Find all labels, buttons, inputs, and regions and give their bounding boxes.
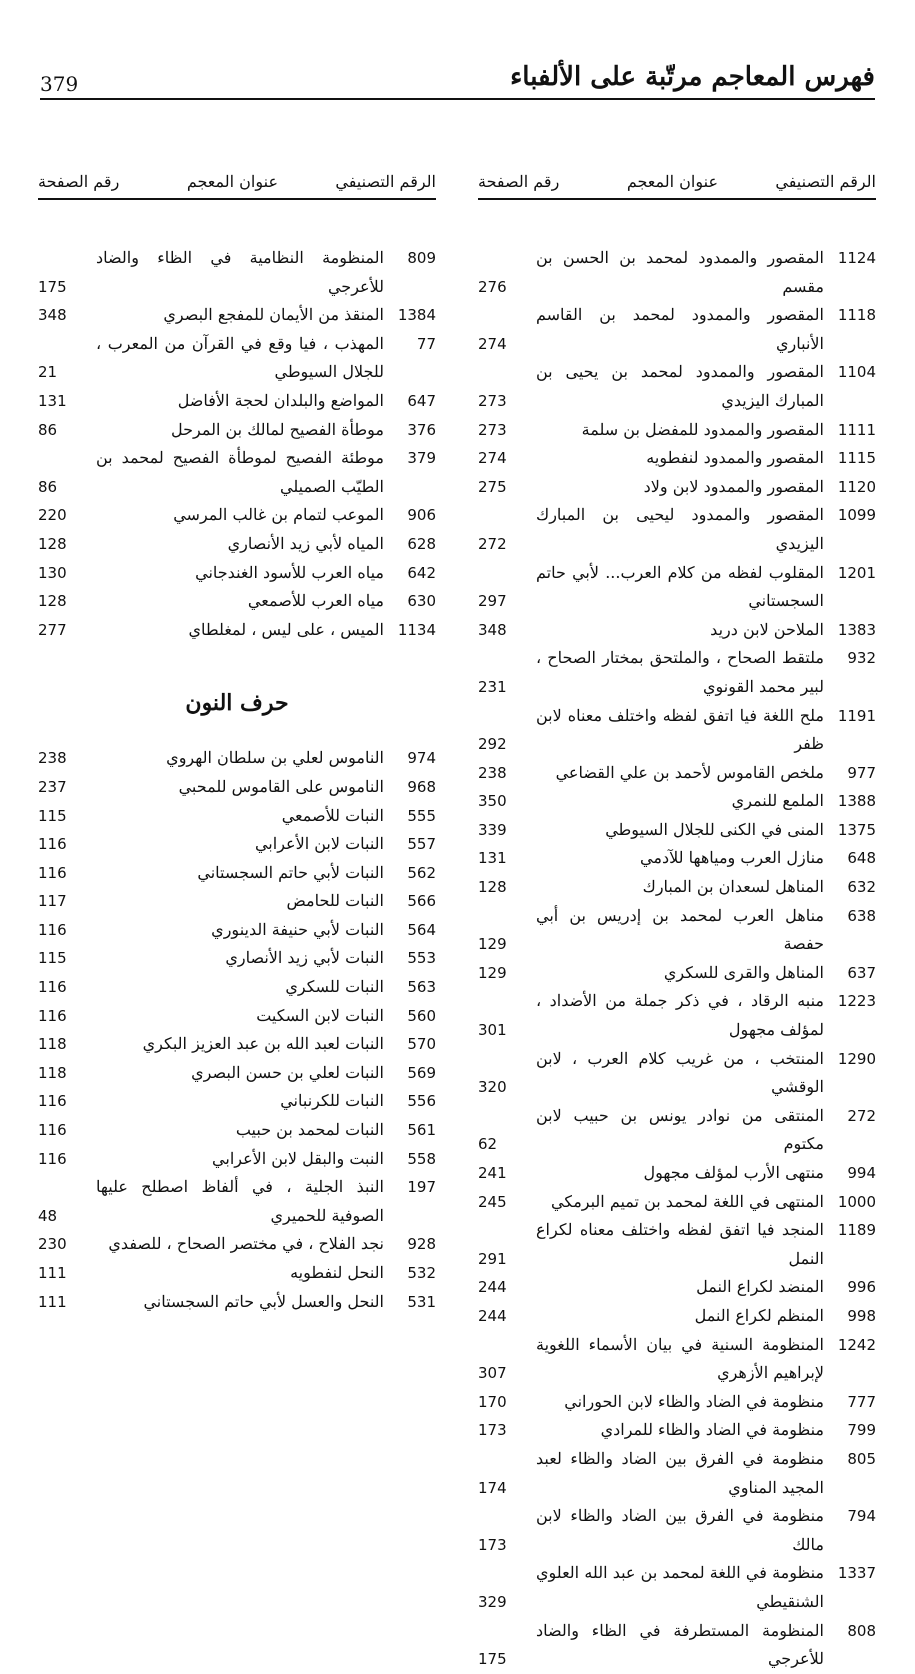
entry-title: منازل العرب ومياهها للآدمي <box>640 848 824 868</box>
entry-title: ملخص القاموس لأحمد بن علي القضاعي <box>555 762 824 782</box>
entry-page: 116 <box>38 1121 67 1140</box>
entry-title: المقصور والممدود ليحيى بن المبارك اليزيدي <box>536 505 824 553</box>
index-entry <box>478 444 876 473</box>
entry-code: 1111 <box>837 420 876 439</box>
entry-code: 638 <box>847 906 876 925</box>
entry-page: 329 <box>478 1592 507 1611</box>
entry-page: 116 <box>38 863 67 882</box>
entry-page: 291 <box>478 1249 507 1268</box>
entry-page: 116 <box>38 920 67 939</box>
entry-page: 348 <box>38 306 67 325</box>
right-column <box>478 166 876 1674</box>
entry-code: 794 <box>847 1507 876 1526</box>
entry-title: المقصور والممدود لابن ولاد <box>643 476 824 496</box>
entry-code: 1242 <box>837 1335 876 1354</box>
index-entry <box>38 1116 436 1145</box>
entry-code: 996 <box>847 1278 876 1297</box>
index-entry <box>478 1102 876 1159</box>
entry-page: 297 <box>478 592 507 611</box>
entry-page: 339 <box>478 820 507 839</box>
entry-code: 994 <box>847 1164 876 1182</box>
entry-title: النبات للكرنباني <box>280 1091 384 1111</box>
index-entry <box>478 1559 876 1616</box>
entry-page: 116 <box>38 978 67 997</box>
entry-title: منظومة في الفرق بين الضاد والظاء لابن مالك <box>536 1506 824 1554</box>
entry-page: 86 <box>38 477 58 496</box>
entry-code: 555 <box>407 806 436 825</box>
entry-page: 237 <box>38 777 67 796</box>
entry-page: 116 <box>38 1092 67 1111</box>
entry-title: منتهى الأرب لمؤلف مجهول <box>643 1163 824 1182</box>
entry-title: المقصور والممدود للمفضل بن سلمة <box>581 419 824 439</box>
index-entry <box>478 759 876 788</box>
index-entry <box>478 559 876 616</box>
entry-code: 1118 <box>837 306 876 325</box>
index-entry <box>478 1388 876 1417</box>
entry-code: 1223 <box>837 992 876 1011</box>
entry-title: النبات لأبي حاتم السجستاني <box>197 862 384 882</box>
entry-page: 241 <box>478 1164 507 1182</box>
column-header-page: رقم الصفحة <box>478 172 560 191</box>
entry-page: 231 <box>478 677 507 696</box>
right-column-entries <box>478 244 876 1674</box>
index-entry <box>38 416 436 445</box>
entry-code: 531 <box>407 1292 436 1311</box>
index-entry <box>38 973 436 1002</box>
entry-title: المقلوب لفظه من كلام العرب... لأبي حاتم السجستاني <box>536 562 824 611</box>
entry-page: 62 <box>478 1135 498 1154</box>
entry-title: موطأة الفصيح لمالك بن المرحل <box>170 419 384 439</box>
entry-title: مياه العرب للأسود الغندجاني <box>195 562 384 582</box>
entry-title: منظومة في الفرق بين الضاد والظاء لعبد المجيد المناوي <box>536 1448 824 1497</box>
entry-page: 272 <box>478 534 507 553</box>
entry-page: 117 <box>38 892 67 911</box>
index-entry <box>478 1331 876 1388</box>
column-header <box>38 166 436 200</box>
index-entry <box>478 959 876 988</box>
entry-page: 21 <box>38 363 58 382</box>
index-entry <box>38 1145 436 1174</box>
entry-title: النبات للأصمعي <box>281 805 384 825</box>
entry-page: 115 <box>38 949 67 968</box>
entry-title: النبات لأبي حنيفة الدينوري <box>211 919 384 939</box>
entry-title: المناهل والقرى للسكري <box>663 962 824 982</box>
index-entry <box>38 773 436 802</box>
entry-page: 230 <box>38 1235 67 1254</box>
index-entry <box>478 816 876 845</box>
entry-title: المنتخب ، من غريب كلام العرب ، لابن الوقشي <box>536 1048 824 1097</box>
entry-code: 642 <box>407 563 436 582</box>
entry-title: النحل لنفطويه <box>290 1263 384 1282</box>
entry-code: 647 <box>407 391 436 410</box>
entry-title: النبات للحامض <box>286 891 384 911</box>
entry-title: المنى في الكنى للجلال السيوطي <box>605 819 824 839</box>
entry-title: مناهل العرب لمحمد بن إدريس بن أبي حفصة <box>536 905 824 954</box>
entry-page: 175 <box>478 1650 507 1669</box>
index-entry <box>478 787 876 816</box>
entry-code: 906 <box>407 506 436 525</box>
entry-title: المقصور والممدود لمحمد بن القاسم الأنباري <box>536 305 824 353</box>
entry-page: 131 <box>38 391 67 410</box>
entry-code: 932 <box>847 649 876 668</box>
entry-title: النبت والبقل لابن الأعرابي <box>212 1148 384 1168</box>
entry-page: 128 <box>38 534 67 553</box>
index-entry <box>38 559 436 588</box>
entry-page: 128 <box>38 592 67 611</box>
index-entry <box>478 501 876 558</box>
entry-title: المنظومة السنية في بيان الأسماء اللغوية لإبراهيم الأزهري <box>536 1334 824 1383</box>
index-entry <box>478 416 876 445</box>
entry-code: 1000 <box>837 1192 876 1211</box>
entry-title: ملح اللغة فيا اتفق لفظه واختلف معناه لابن ظفر <box>536 705 824 754</box>
entry-title: المنتهى في اللغة لمحمد بن تميم البرمكي <box>551 1191 824 1211</box>
entry-code: 809 <box>407 249 436 267</box>
entry-title: النحل والعسل لأبي حاتم السجستاني <box>143 1291 384 1311</box>
index-entry <box>38 1173 436 1230</box>
entry-page: 48 <box>38 1206 58 1225</box>
entry-page: 111 <box>38 1264 67 1282</box>
entry-title: الميس ، على ليس ، لمغلطاي <box>188 619 384 639</box>
index-entry <box>478 616 876 645</box>
entry-title: نجد الفلاح ، في مختصر الصحاح ، للصفدي <box>108 1234 384 1254</box>
index-entry <box>478 1302 876 1331</box>
entry-title: المنظومة النظامية في الظاء والضاد للأعرجي <box>96 248 384 296</box>
entry-code: 557 <box>407 835 436 854</box>
column-header <box>478 166 876 200</box>
header-rule <box>40 98 875 100</box>
entry-page: 116 <box>38 1006 67 1025</box>
entry-code: 569 <box>407 1063 436 1082</box>
index-entry <box>478 987 876 1044</box>
entry-code: 1290 <box>837 1049 876 1068</box>
entry-title: الناموس على القاموس للمحبي <box>178 776 384 796</box>
index-entry <box>478 873 876 902</box>
entry-page: 277 <box>38 620 67 639</box>
index-entry <box>38 1002 436 1031</box>
entry-title: الملاحن لابن دريد <box>710 619 824 639</box>
entry-title: الموعب لتمام بن غالب المرسي <box>173 505 384 525</box>
entry-page: 175 <box>38 277 67 296</box>
entry-page: 130 <box>38 563 67 582</box>
entry-title: المواضع والبلدان لحجة الأفاضل <box>177 390 384 410</box>
index-entry <box>38 944 436 973</box>
entry-title: المهذب ، فيا وقع في القرآن من المعرب ، للجلال السيوطي <box>96 333 384 382</box>
entry-page: 276 <box>478 277 507 296</box>
index-entry <box>38 1288 436 1317</box>
entry-title: موطئة الفصيح لموطأة الفصيح لمحمد بن الطيّب الصميلي <box>96 448 384 496</box>
index-entry <box>478 1216 876 1273</box>
index-entry <box>38 830 436 859</box>
entry-code: 1191 <box>837 706 876 725</box>
index-entry <box>38 301 436 330</box>
entry-page: 118 <box>38 1035 67 1054</box>
index-entry <box>478 644 876 701</box>
entry-page: 292 <box>478 735 507 754</box>
entry-code: 532 <box>407 1264 436 1282</box>
column-header-code: الرقم التصنيفي <box>335 172 436 191</box>
entry-code: 1337 <box>837 1564 876 1583</box>
entry-code: 628 <box>407 534 436 553</box>
index-entry <box>38 501 436 530</box>
entry-code: 928 <box>407 1235 436 1254</box>
left-column-entries <box>38 244 436 644</box>
entry-title: ملتقط الصحاح ، والملتحق بمختار الصحاح ، لبير محمد القونوي <box>536 648 824 696</box>
index-entry <box>478 1188 876 1217</box>
entry-page: 116 <box>38 1149 67 1168</box>
entry-code: 553 <box>407 949 436 968</box>
entry-code: 977 <box>847 763 876 782</box>
entry-title: النبات للسكري <box>285 977 384 997</box>
entry-code: 379 <box>407 449 436 468</box>
index-entry <box>38 916 436 945</box>
index-entry <box>38 1030 436 1059</box>
index-entry <box>38 244 436 301</box>
column-header-title: عنوان المعجم <box>626 172 718 191</box>
entry-code: 1383 <box>837 620 876 639</box>
entry-code: 272 <box>847 1106 876 1125</box>
entry-page: 174 <box>478 1478 507 1497</box>
entry-code: 1189 <box>837 1221 876 1240</box>
entry-page: 170 <box>478 1392 507 1411</box>
entry-code: 560 <box>407 1006 436 1025</box>
column-header-page: رقم الصفحة <box>38 172 120 191</box>
entry-page: 115 <box>38 806 67 825</box>
entry-title: المنضد لكراع النمل <box>696 1277 824 1297</box>
entry-page: 111 <box>38 1292 67 1311</box>
index-entry <box>478 473 876 502</box>
entry-code: 630 <box>407 592 436 611</box>
index-entry <box>478 301 876 358</box>
index-entry <box>38 387 436 416</box>
index-entry <box>38 1087 436 1116</box>
entry-code: 637 <box>847 963 876 982</box>
entry-title: المقصور والممدود لنفطويه <box>646 448 824 468</box>
index-entry <box>478 1159 876 1188</box>
page-header <box>40 58 875 100</box>
index-entry <box>478 1045 876 1102</box>
entry-page: 320 <box>478 1078 507 1097</box>
entry-title: النبات لعبد الله بن عبد العزيز البكري <box>142 1034 384 1054</box>
entry-code: 777 <box>847 1392 876 1411</box>
index-entry <box>478 702 876 759</box>
entry-code: 1134 <box>397 620 436 639</box>
entry-title: المقصور والممدود لمحمد بن يحيى بن المبارك اليزيدي <box>536 362 824 410</box>
entry-page: 244 <box>478 1278 507 1297</box>
entry-title: منظومة في الضاد والظاء لابن الحوراني <box>564 1391 824 1411</box>
entry-title: النبذ الجلية ، في ألفاظ اصطلح عليها الصوفية للحميري <box>96 1177 384 1225</box>
entry-title: منظومة في اللغة لمحمد بن عبد الله العلوي الشنقيطي <box>536 1563 824 1611</box>
entry-page: 131 <box>478 849 507 868</box>
index-entry <box>38 802 436 831</box>
entry-title: النبات لابن السكيت <box>256 1005 384 1025</box>
entry-page: 348 <box>478 620 507 639</box>
entry-code: 562 <box>407 863 436 882</box>
entry-code: 632 <box>847 878 876 897</box>
entry-code: 376 <box>407 420 436 439</box>
entry-page: 307 <box>478 1364 507 1383</box>
index-entry <box>38 1259 436 1288</box>
entry-title: المنظم لكراع النمل <box>694 1305 824 1325</box>
entry-code: 570 <box>407 1035 436 1054</box>
entry-code: 1099 <box>837 506 876 525</box>
entry-code: 564 <box>407 920 436 939</box>
entry-page: 220 <box>38 506 67 525</box>
entry-title: الناموس لعلي بن سلطان الهروي <box>166 748 384 768</box>
index-entry <box>478 844 876 873</box>
entry-code: 558 <box>407 1149 436 1168</box>
entry-page: 350 <box>478 792 507 811</box>
entry-code: 1124 <box>837 249 876 267</box>
index-entry <box>38 1059 436 1088</box>
index-entry <box>38 859 436 888</box>
entry-title: المقصور والممدود لمحمد بن الحسن بن مقسم <box>536 248 824 296</box>
entry-page: 173 <box>478 1535 507 1554</box>
column-header-title: عنوان المعجم <box>186 172 278 191</box>
section-title: حرف النون <box>185 690 289 717</box>
entry-code: 566 <box>407 892 436 911</box>
index-entry <box>38 530 436 559</box>
entry-page: 129 <box>478 963 507 982</box>
entry-title: المنتقى من نوادر يونس بن حبيب لابن مكتوم <box>536 1105 824 1154</box>
entry-page: 129 <box>478 935 507 954</box>
entry-code: 1104 <box>837 363 876 382</box>
entry-title: منظومة في الضاد والظاء للمرادي <box>600 1420 824 1440</box>
entry-code: 1375 <box>837 820 876 839</box>
entry-title: النبات لعلي بن حسن البصري <box>191 1062 384 1082</box>
entry-title: النبات لأبي زيد الأنصاري <box>225 948 384 968</box>
entry-page: 273 <box>478 420 507 439</box>
index-entry <box>478 1416 876 1445</box>
entry-title: المنجد فيا اتفق لفظه واختلف معناه لكراع النمل <box>536 1220 824 1268</box>
entry-page: 244 <box>478 1306 507 1325</box>
index-entry <box>38 887 436 916</box>
entry-page: 86 <box>38 420 58 439</box>
entry-page: 275 <box>478 477 507 496</box>
left-column <box>38 166 436 1316</box>
entry-title: النبات لابن الأعرابي <box>254 834 384 854</box>
index-entry <box>478 358 876 415</box>
entry-code: 1201 <box>837 563 876 582</box>
entry-title: النبات لمحمد بن حبيب <box>235 1120 384 1140</box>
entry-page: 173 <box>478 1421 507 1440</box>
entry-title: المياه لأبي زيد الأنصاري <box>227 533 384 553</box>
index-entry <box>38 744 436 773</box>
entry-code: 1384 <box>397 306 436 325</box>
index-entry <box>38 444 436 501</box>
entry-title: المنظومة المستطرفة في الظاء والضاد للأعرجي <box>536 1620 824 1669</box>
entry-page: 118 <box>38 1063 67 1082</box>
index-entry <box>478 244 876 301</box>
entry-code: 799 <box>847 1421 876 1440</box>
entry-page: 238 <box>478 763 507 782</box>
entry-page: 238 <box>38 749 67 768</box>
entry-code: 808 <box>847 1621 876 1640</box>
entry-page: 128 <box>478 878 507 897</box>
running-title: فهرس المعاجم مرتّبة على الألفباء <box>510 62 875 92</box>
page-number: 379 <box>40 72 79 96</box>
entry-code: 974 <box>407 749 436 768</box>
entry-code: 1115 <box>837 449 876 468</box>
column-header-code: الرقم التصنيفي <box>775 172 876 191</box>
entry-code: 1120 <box>837 477 876 496</box>
entry-code: 197 <box>407 1178 436 1197</box>
index-entry <box>478 1273 876 1302</box>
entry-page: 274 <box>478 449 507 468</box>
entry-page: 301 <box>478 1021 507 1040</box>
nun-section-entries <box>38 744 436 1316</box>
entry-code: 805 <box>847 1449 876 1468</box>
index-entry <box>478 902 876 959</box>
entry-title: الملمع للنمري <box>731 791 824 811</box>
index-entry <box>38 616 436 645</box>
index-entry <box>38 1230 436 1259</box>
entry-page: 273 <box>478 391 507 410</box>
entry-code: 556 <box>407 1092 436 1111</box>
entry-code: 968 <box>407 777 436 796</box>
index-entry <box>478 1617 876 1674</box>
entry-title: المنقذ من الأيمان للمفجع البصري <box>163 305 384 325</box>
entry-page: 245 <box>478 1192 507 1211</box>
index-entry <box>478 1502 876 1559</box>
entry-code: 648 <box>847 849 876 868</box>
index-entry <box>38 587 436 616</box>
entry-code: 77 <box>416 334 436 353</box>
entry-code: 561 <box>407 1121 436 1140</box>
entry-code: 998 <box>847 1306 876 1325</box>
entry-code: 563 <box>407 978 436 997</box>
index-entry <box>478 1445 876 1502</box>
entry-page: 116 <box>38 835 67 854</box>
entry-title: مياه العرب للأصمعي <box>247 591 384 611</box>
entry-title: المناهل لسعدان بن المبارك <box>642 877 824 897</box>
entry-page: 274 <box>478 334 507 353</box>
index-entry <box>38 330 436 387</box>
entry-title: منبه الرقاد ، في ذكر جملة من الأضداد ، لمؤلف مجهول <box>536 991 824 1040</box>
entry-code: 1388 <box>837 792 876 811</box>
